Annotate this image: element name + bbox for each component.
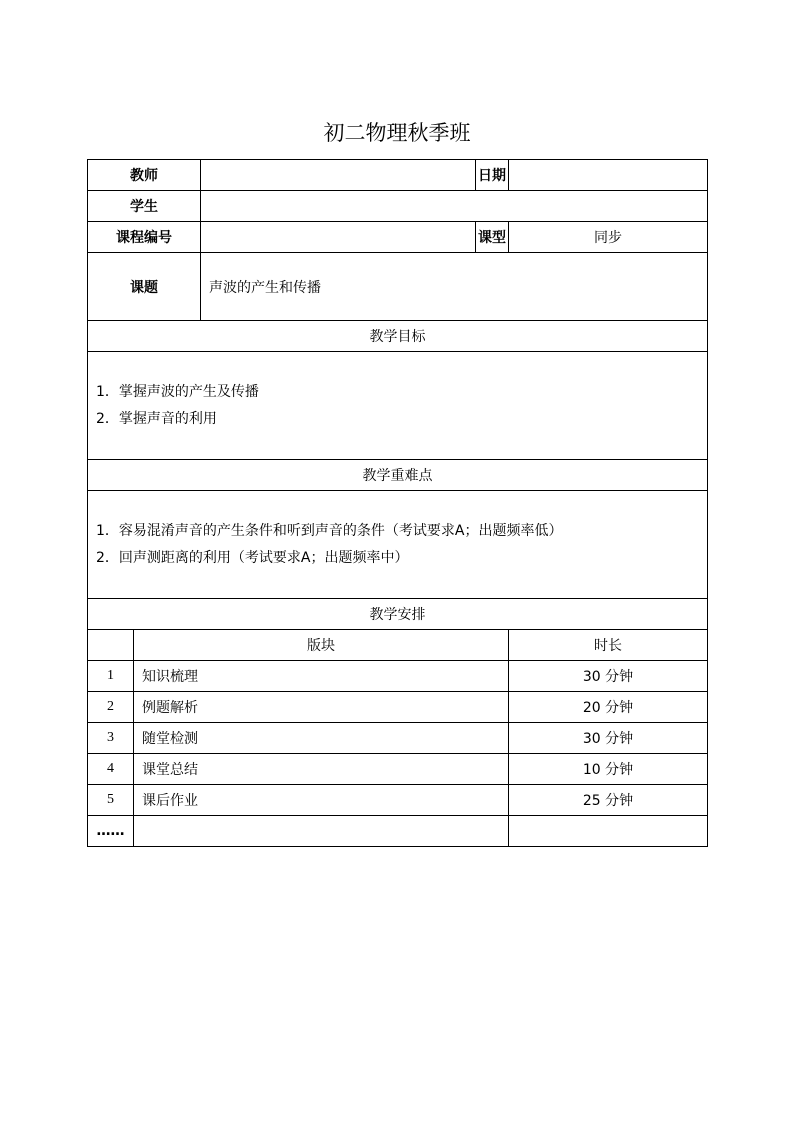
student-field[interactable] [201,191,708,222]
row-block: 课后作业 [134,785,509,816]
course-no-label: 课程编号 [88,222,201,253]
objective-item: 1．掌握声波的产生及传播 [96,383,259,400]
table-row [88,692,708,723]
teacher-label: 教师 [88,160,201,191]
date-label: 日期 [476,160,509,191]
course-type-value: 同步 [509,222,708,253]
row-duration: 10 分钟 [509,754,708,785]
page-title: 初二物理秋季班 [323,121,471,145]
row-block: 随堂检测 [134,723,509,754]
objective-item: 2．掌握声音的利用 [96,410,217,427]
row-duration: 30 分钟 [509,661,708,692]
difficulties-heading: 教学重难点 [88,460,708,491]
objectives-list [88,352,708,460]
row-block [134,816,509,847]
table-row [88,816,708,847]
table-row [88,754,708,785]
row-number: 1 [88,661,134,692]
course-no-field[interactable] [201,222,476,253]
table-row [88,785,708,816]
row-number: 4 [88,754,134,785]
date-field[interactable] [509,160,708,191]
table-row [88,723,708,754]
row-number: 5 [88,785,134,816]
lesson-plan-table [87,159,708,847]
arrangement-heading: 教学安排 [88,599,708,630]
row-duration: 20 分钟 [509,692,708,723]
arrangement-no-header [88,630,134,661]
teacher-field[interactable] [201,160,476,191]
difficulty-item: 1．容易混淆声音的产生条件和听到声音的条件（考试要求A；出题频率低） [96,522,563,539]
row-number: …… [88,816,134,847]
row-number: 2 [88,692,134,723]
difficulties-list [88,491,708,599]
course-type-label: 课型 [476,222,509,253]
block-column-header: 版块 [134,630,509,661]
topic-value: 声波的产生和传播 [201,253,708,321]
row-block: 知识梳理 [134,661,509,692]
difficulty-item: 2．回声测距离的利用（考试要求A；出题频率中） [96,549,409,566]
row-duration: 25 分钟 [509,785,708,816]
topic-label: 课题 [88,253,201,321]
row-duration [509,816,708,847]
duration-column-header: 时长 [509,630,708,661]
row-duration: 30 分钟 [509,723,708,754]
row-block: 课堂总结 [134,754,509,785]
student-label: 学生 [88,191,201,222]
row-block: 例题解析 [134,692,509,723]
table-row [88,661,708,692]
objectives-heading: 教学目标 [88,321,708,352]
row-number: 3 [88,723,134,754]
